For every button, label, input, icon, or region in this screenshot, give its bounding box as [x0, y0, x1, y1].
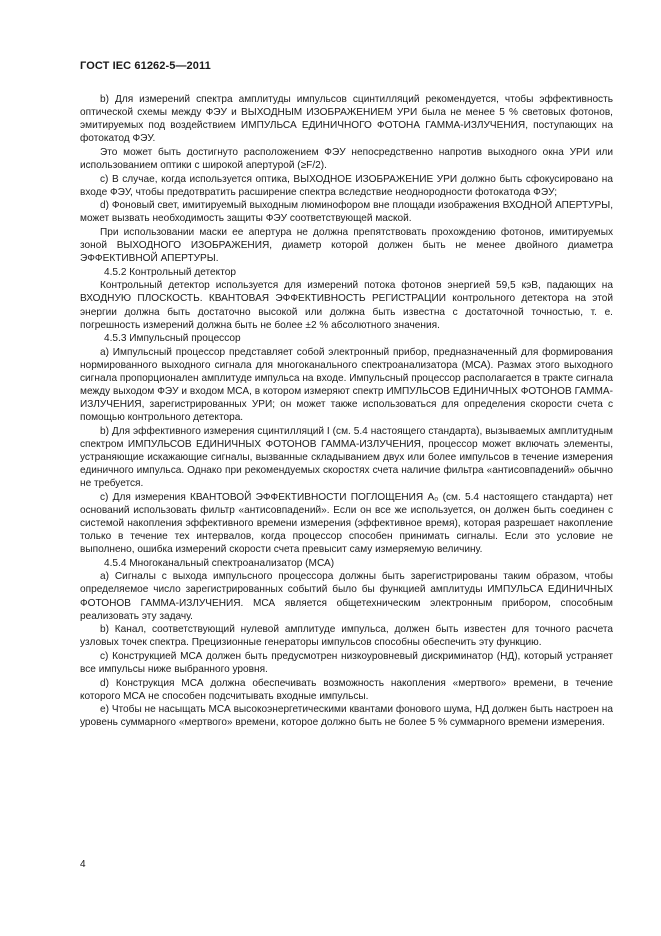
body-text — [80, 93, 613, 730]
paragraph: Контрольный детектор используется для измерений потока фотонов энергией 59,5 кэВ, падающих на ВХОДНУЮ ПЛОСКОСТЬ. КВАНТОВАЯ ЭФФЕКТИВНОСТЬ РЕГИСТРАЦИИ контрольного детектора на этой энергии должна быть достаточно высокой или должна быть известна с достаточной точностью, т. е. погрешность измерений должна быть не более ±2 % абсолютного значения. — [80, 280, 613, 331]
paragraph: a) Сигналы с выхода импульсного процессора должны быть зарегистрированы таким образом, чтобы определяемое число зарегистрированных событий было бы функцией амплитуды ИМПУЛЬСА ЕДИНИЧНЫХ ФОТОНОВ ГАММА-ИЗЛУЧЕНИЯ. МСА является общетехническим электронным прибором, способным реализовать эту задачу. — [80, 571, 613, 622]
paragraph: b) Канал, соответствующий нулевой амплитуде импульса, должен быть известен для точного расчета узловых точек спектра. Прецизионные генераторы импульсов способны обеспечить эту функцию. — [80, 624, 613, 649]
paragraph: c) В случае, когда используется оптика, ВЫХОДНОЕ ИЗОБРАЖЕНИЕ УРИ должно быть сфокусировано на входе ФЭУ, чтобы предотвратить расширение спектра вследствие неоднородности фотокатода ФЭУ; — [80, 173, 613, 198]
paragraph: c) Для измерения КВАНТОВОЙ ЭФФЕКТИВНОСТИ ПОГЛОЩЕНИЯ A₀ (см. 5.4 настоящего стандарта) нет оснований использовать фильтр «антисовпадений». Если он все же используется, он должен быть соединен с системой накопления эффективного времени измерения (эффективное время), которая разрешает накопление только в течение тех интервалов, когда процессор способен принимать сигналы. Если это условие не выполнено, ошибка измерений скорости счета превысит саму измеряемую величину. — [80, 491, 613, 556]
section-heading: 4.5.4 Многоканальный спектроанализатор (МСА) — [104, 557, 335, 569]
section-heading: 4.5.2 Контрольный детектор — [104, 266, 236, 278]
page-number: 4 — [80, 859, 86, 870]
paragraph: d) Фоновый свет, имитируемый выходным люминофором вне площади изображения ВХОДНОЙ АПЕРТУРЫ, может вызвать необходимость защиты ФЭУ соответствующей маской. — [80, 200, 613, 225]
paragraph: b) Для измерений спектра амплитуды импульсов сцинтилляций рекомендуется, чтобы эффективность оптической схемы между ФЭУ и ВЫХОДНЫМ ИЗОБРАЖЕНИЕМ УРИ была не менее 5 % световых фотонов, эмитируемых под воздействием ИМПУЛЬСА ЕДИНИЧНОГО ФОТОНА ГАММА-ИЗЛУЧЕНИЯ, поступающих на фотокатод ФЭУ. — [80, 94, 613, 145]
paragraph: c) Конструкцией МСА должен быть предусмотрен низкоуровневый дискриминатор (НД), который устраняет все импульсы ниже выбранного уровня. — [80, 650, 613, 676]
paragraph: Это может быть достигнуто расположением ФЭУ непосредственно напротив выходного окна УРИ или использованием оптики с широкой апертурой (≥F/2). — [80, 146, 613, 171]
paragraph: e) Чтобы не насыщать МСА высокоэнергетическими квантами фонового шума, НД должен быть настроен на уровень суммарного «мертвого» времени, которое должно быть не более 5 % суммарного времени измерения. — [80, 704, 613, 729]
paragraph: d) Конструкция МСА должна обеспечивать возможность накопления «мертвого» времени, в течение которого МСА не способен подсчитывать входные импульсы. — [80, 677, 613, 702]
standard-header: ГОСТ IEC 61262-5—2011 — [80, 60, 211, 72]
paragraph: a) Импульсный процессор представляет собой электронный прибор, предназначенный для формирования нормированного выходного сигнала для многоканального спектроанализатора (МСА). Размах этого выходного сигнала пропорционален амплитуде импульса на входе. Импульсный процессор располагается в тракте сигнала между выходом ФЭУ и входом МСА, в котором измеряют спектр ИМПУЛЬСОВ ЕДИНИЧНЫХ ФОТОНОВ ГАММА-ИЗЛУЧЕНИЯ, зарегистрированных УРИ; он может также использоваться для определения скорости счета с помощью контрольного детектора. — [80, 346, 613, 424]
paragraph: При использовании маски ее апертура не должна препятствовать прохождению фотонов, имитируемых зоной ВЫХОДНОГО ИЗОБРАЖЕНИЯ, диаметр которой должен быть не менее двойного диаметра ЭФФЕКТИВНОЙ АПЕРТУРЫ. — [80, 226, 613, 265]
paragraph: b) Для эффективного измерения сцинтилляций I (см. 5.4 настоящего стандарта), вызываемых амплитудным спектром ИМПУЛЬСОВ ЕДИНИЧНЫХ ФОТОНОВ ГАММА-ИЗЛУЧЕНИЯ, процессор может включать элементы, устраняющие искажающие сигналы, вызванные складыванием двух или более импульсов в течение измерения единичного импульса. Однако при рекомендуемых скоростях счета наличие фильтра «антисовпадений» обычно не требуется. — [80, 425, 613, 490]
section-heading: 4.5.3 Импульсный процессор — [104, 333, 241, 345]
